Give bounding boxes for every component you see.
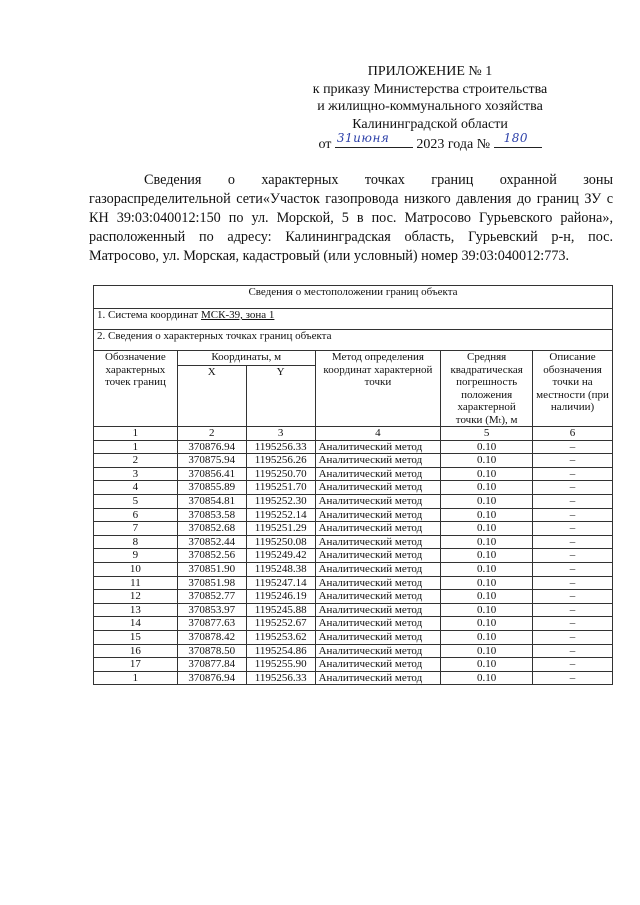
point-id-cell: 6 [94,508,178,522]
table-row [94,508,613,522]
x-coordinate-cell: 370878.42 [177,630,246,644]
description-cell: – [533,549,613,563]
y-coordinate-cell: 1195251.70 [246,481,315,495]
table-row [94,617,613,631]
method-cell: Аналитический метод [315,658,441,672]
description-cell: – [533,644,613,658]
handwritten-date: 31июня [335,133,413,148]
error-cell: 0.10 [441,590,533,604]
date-suffix: 2023 года № [416,137,491,152]
table-row [94,549,613,563]
table-row [94,562,613,576]
error-cell: 0.10 [441,549,533,563]
y-coordinate-cell: 1195252.14 [246,508,315,522]
y-coordinate-cell: 1195256.33 [246,440,315,454]
method-cell: Аналитический метод [315,576,441,590]
point-id-cell: 14 [94,617,178,631]
x-coordinate-cell: 370853.58 [177,508,246,522]
y-coordinate-cell: 1195247.14 [246,576,315,590]
column-number: 3 [246,427,315,441]
x-coordinate-cell: 370851.98 [177,576,246,590]
error-cell: 0.10 [441,562,533,576]
header-line-ministry: и жилищно-коммунального хозяйства [317,99,543,114]
description-cell: – [533,658,613,672]
description-cell: – [533,576,613,590]
method-cell: Аналитический метод [315,590,441,604]
error-cell: 0.10 [441,644,533,658]
x-coordinate-cell: 370852.44 [177,535,246,549]
method-cell: Аналитический метод [315,549,441,563]
method-cell: Аналитический метод [315,494,441,508]
col-header-coordinates: Координаты, м [177,351,315,366]
table-row [94,644,613,658]
y-coordinate-cell: 1195256.33 [246,671,315,685]
point-id-cell: 7 [94,522,178,536]
x-coordinate-cell: 370851.90 [177,562,246,576]
coordinate-system-row [94,309,613,330]
error-cell: 0.10 [441,494,533,508]
y-coordinate-cell: 1195256.26 [246,454,315,468]
error-cell: 0.10 [441,535,533,549]
description-cell: – [533,467,613,481]
error-cell: 0.10 [441,617,533,631]
point-id-cell: 15 [94,630,178,644]
y-coordinate-cell: 1195246.19 [246,590,315,604]
error-cell: 0.10 [441,467,533,481]
column-number-row [94,427,613,441]
y-coordinate-cell: 1195255.90 [246,658,315,672]
y-coordinate-cell: 1195248.38 [246,562,315,576]
point-id-cell: 16 [94,644,178,658]
coordinate-system-label: 1. Система координат [97,309,201,321]
error-cell: 0.10 [441,481,533,495]
error-cell: 0.10 [441,576,533,590]
point-id-cell: 12 [94,590,178,604]
error-cell: 0.10 [441,630,533,644]
description-cell: – [533,630,613,644]
table-row [94,535,613,549]
x-coordinate-cell: 370877.63 [177,617,246,631]
y-coordinate-cell: 1195245.88 [246,603,315,617]
table-row [94,454,613,468]
x-coordinate-cell: 370877.84 [177,658,246,672]
table-row [94,494,613,508]
y-coordinate-cell: 1195251.29 [246,522,315,536]
x-coordinate-cell: 370852.77 [177,590,246,604]
method-cell: Аналитический метод [315,603,441,617]
y-coordinate-cell: 1195254.86 [246,644,315,658]
col-header-description: Описание обозначения точки на местности (при наличии) [533,351,613,427]
x-coordinate-cell: 370875.94 [177,454,246,468]
point-id-cell: 10 [94,562,178,576]
table-title: Сведения о местоположении границ объекта [94,286,613,309]
header-date-line [300,130,560,154]
x-coordinate-cell: 370876.94 [177,671,246,685]
method-cell: Аналитический метод [315,617,441,631]
document-header [300,63,560,154]
y-coordinate-cell: 1195250.08 [246,535,315,549]
method-cell: Аналитический метод [315,467,441,481]
table-row [94,440,613,454]
boundary-points-table [93,285,613,685]
table-row [94,658,613,672]
description-cell: – [533,481,613,495]
description-cell: – [533,522,613,536]
x-coordinate-cell: 370852.56 [177,549,246,563]
x-coordinate-cell: 370855.89 [177,481,246,495]
points-section-title: 2. Сведения о характерных точках границ объекта [94,330,613,351]
method-cell: Аналитический метод [315,630,441,644]
error-cell: 0.10 [441,508,533,522]
column-number: 5 [441,427,533,441]
method-cell: Аналитический метод [315,562,441,576]
table-row [94,671,613,685]
y-coordinate-cell: 1195250.70 [246,467,315,481]
x-coordinate-cell: 370854.81 [177,494,246,508]
table-row [94,576,613,590]
y-coordinate-cell: 1195252.67 [246,617,315,631]
x-coordinate-cell: 370852.68 [177,522,246,536]
col-header-designation: Обозначение характерных точек границ [94,351,178,427]
point-id-cell: 5 [94,494,178,508]
x-coordinate-cell: 370853.97 [177,603,246,617]
header-line-order: к приказу Министерства строительства [312,81,548,97]
date-prefix: от [318,137,332,152]
point-id-cell: 2 [94,454,178,468]
method-cell: Аналитический метод [315,671,441,685]
column-number: 4 [315,427,441,441]
appendix-title: ПРИЛОЖЕНИЕ № 1 [367,64,493,79]
intro-paragraph: Сведения о характерных точках границ охранной зоны газораспределительной сети«Участок газопровода низкого давления до границ ЗУ с КН 39:03:040012:150 по ул. Морской, 5 в пос. Матросово Гурьевского района», расположенный по адресу: Калининградская область, Гурьевский р-н, пос. Матросово, ул. Морская, кадастровый (или условный) номер 39:03:040012:773. [89,172,613,264]
method-cell: Аналитический метод [315,481,441,495]
description-cell: – [533,454,613,468]
column-number: 6 [533,427,613,441]
description-cell: – [533,603,613,617]
method-cell: Аналитический метод [315,535,441,549]
description-cell: – [533,562,613,576]
table-row [94,522,613,536]
table-row [94,590,613,604]
description-cell: – [533,590,613,604]
column-number: 2 [177,427,246,441]
y-coordinate-cell: 1195253.62 [246,630,315,644]
col-header-x: X [177,366,246,427]
point-id-cell: 9 [94,549,178,563]
table-row [94,630,613,644]
coordinate-system-value: МСК-39, зона 1 [200,309,275,321]
point-id-cell: 13 [94,603,178,617]
handwritten-number: 180 [494,133,542,148]
col-header-error: Средняя квадратическая погрешность положения характерной точки (Mₜ), м [441,351,533,427]
description-cell: – [533,440,613,454]
point-id-cell: 11 [94,576,178,590]
point-id-cell: 1 [94,440,178,454]
method-cell: Аналитический метод [315,522,441,536]
col-header-method: Метод определения координат характерной точки [315,351,441,427]
error-cell: 0.10 [441,522,533,536]
x-coordinate-cell: 370856.41 [177,467,246,481]
table-row [94,481,613,495]
description-cell: – [533,535,613,549]
col-header-y: Y [246,366,315,427]
y-coordinate-cell: 1195252.30 [246,494,315,508]
x-coordinate-cell: 370876.94 [177,440,246,454]
point-id-cell: 1 [94,671,178,685]
description-cell: – [533,671,613,685]
method-cell: Аналитический метод [315,644,441,658]
method-cell: Аналитический метод [315,440,441,454]
error-cell: 0.10 [441,671,533,685]
description-cell: – [533,508,613,522]
x-coordinate-cell: 370878.50 [177,644,246,658]
table-row [94,467,613,481]
point-id-cell: 4 [94,481,178,495]
point-id-cell: 17 [94,658,178,672]
error-cell: 0.10 [441,440,533,454]
method-cell: Аналитический метод [315,454,441,468]
table-row [94,603,613,617]
error-cell: 0.10 [441,454,533,468]
point-id-cell: 8 [94,535,178,549]
method-cell: Аналитический метод [315,508,441,522]
y-coordinate-cell: 1195249.42 [246,549,315,563]
error-cell: 0.10 [441,603,533,617]
description-cell: – [533,494,613,508]
column-number: 1 [94,427,178,441]
error-cell: 0.10 [441,658,533,672]
description-cell: – [533,617,613,631]
header-line-region: Калининградской области [352,116,508,132]
point-id-cell: 3 [94,467,178,481]
